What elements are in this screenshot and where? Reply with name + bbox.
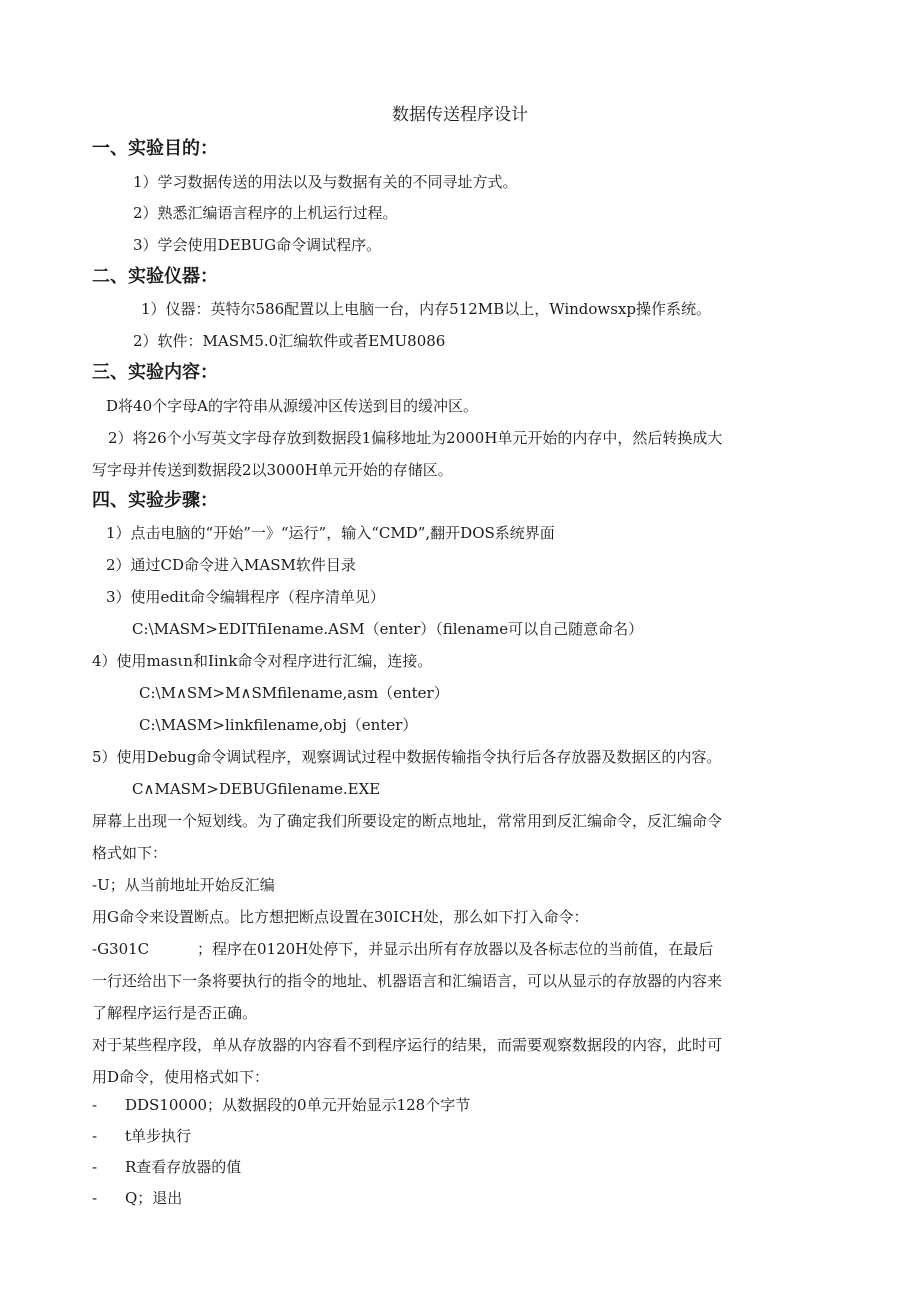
step-3: 3）使用edit命令编辑程序（程序清单见） bbox=[106, 588, 385, 606]
step-1: 1）点击电脑的“开始”一》“运行”，输入“CMD”,翻开DOS系统界面 bbox=[106, 524, 555, 542]
g-command-intro: 用G命令来设置断点。比方想把断点设置在30ICH处，那么如下打入命令： bbox=[92, 908, 589, 926]
list-dash: - bbox=[92, 1096, 98, 1114]
list-item-dds: DDS10000；从数据段的0单元开始显示128个字节 bbox=[125, 1096, 471, 1114]
content-item-1: D将40个字母A的字符串从源缓冲区传送到目的缓冲区。 bbox=[106, 397, 478, 415]
command-masm: C:\M∧SM>M∧SMfilename,asm（enter） bbox=[139, 684, 449, 702]
purpose-item-1: 1）学习数据传送的用法以及与数据有关的不同寻址方式。 bbox=[133, 173, 518, 191]
step-2: 2）通过CD命令进入MASM软件目录 bbox=[106, 556, 356, 574]
step-5: 5）使用Debug命令调试程序，观察调试过程中数据传输指令执行后各存放器及数据区的内容。 bbox=[92, 748, 722, 766]
g-command-line-3: 了解程序运行是否正确。 bbox=[92, 1004, 258, 1022]
purpose-item-3: 3）学会使用DEBUG命令调试程序。 bbox=[133, 236, 382, 254]
d-command-intro-line-1: 对于某些程序段，单从存放器的内容看不到程序运行的结果，而需要观察数据段的内容，此时可 bbox=[92, 1036, 723, 1054]
list-item-step: t单步执行 bbox=[125, 1127, 192, 1145]
instrument-item-2: 2）软件：MASM5.0汇编软件或者EMU8086 bbox=[133, 332, 446, 350]
list-item-registers: R查看存放器的值 bbox=[125, 1158, 242, 1176]
g-command-example: -G301C bbox=[92, 940, 150, 958]
list-dash: - bbox=[92, 1127, 98, 1145]
g-command-line-2: 一行还给出下一条将要执行的指令的地址、机器语言和汇编语言，可以从显示的存放器的内容来 bbox=[92, 972, 723, 990]
section-heading-content: 三、实验内容： bbox=[92, 362, 218, 383]
g-command-description: ；程序在0120H处停下，并显示出所有存放器以及各标志位的当前值，在最后 bbox=[197, 940, 714, 958]
command-edit: C:\MASM>EDITfiIename.ASM（enter）（filename可以自己随意命名） bbox=[132, 620, 644, 638]
section-heading-purpose: 一、实验目的： bbox=[92, 138, 218, 159]
d-command-intro-line-2: 用D命令，使用格式如下： bbox=[92, 1068, 270, 1086]
purpose-item-2: 2）熟悉汇编语言程序的上机运行过程。 bbox=[133, 204, 398, 222]
paragraph-disassemble-line-2: 格式如下： bbox=[92, 844, 168, 862]
list-dash: - bbox=[92, 1189, 98, 1207]
document-title: 数据传送程序设计 bbox=[392, 105, 528, 125]
command-link: C:\MASM>linkfilename,obj（enter） bbox=[139, 716, 418, 734]
section-heading-instruments: 二、实验仪器： bbox=[92, 266, 218, 287]
list-dash: - bbox=[92, 1158, 98, 1176]
step-4: 4）使用masιn和Iink命令对程序进行汇编，连接。 bbox=[92, 652, 433, 670]
section-heading-steps: 四、实验步骤： bbox=[92, 490, 218, 511]
content-item-2-line-1: 2）将26个小写英文字母存放到数据段1偏移地址为2000H单元开始的内存中，然后转换成大 bbox=[108, 429, 723, 447]
instrument-item-1: 1）仪器：英特尔586配置以上电脑一台，内存512MB以上，Windowsxp操作系统。 bbox=[141, 300, 712, 318]
list-item-quit: Q；退出 bbox=[125, 1189, 183, 1207]
content-item-2-line-2: 写字母并传送到数据段2以3000H单元开始的存储区。 bbox=[92, 461, 453, 479]
command-debug: C∧MASM>DEBUGfilename.EXE bbox=[132, 780, 381, 798]
paragraph-disassemble-line-1: 屏幕上出现一个短划线。为了确定我们所要设定的断点地址，常常用到反汇编命令，反汇编命令 bbox=[92, 812, 723, 830]
u-command-line: -U；从当前地址开始反汇编 bbox=[92, 876, 275, 894]
